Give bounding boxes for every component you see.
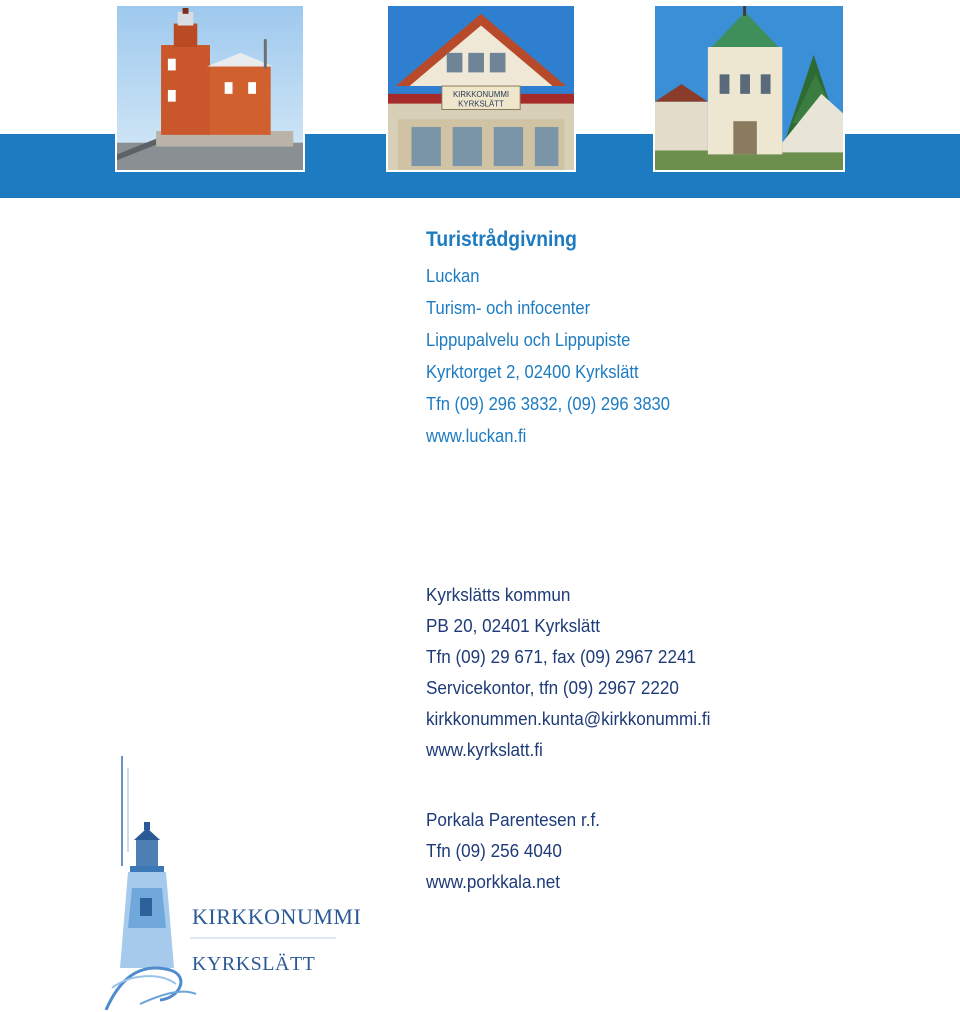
municipality-email-link[interactable]: kirkkonummen.kunta@kirkkonummi.fi	[426, 709, 711, 729]
tourist-info-line: Turism- och infocenter	[426, 298, 591, 318]
lighthouse-illustration	[117, 6, 303, 170]
porkala-website-link[interactable]: www.porkkala.net	[426, 872, 561, 892]
municipality-website-link[interactable]: www.kyrkslatt.fi	[426, 740, 543, 760]
porkala-phone: Tfn (09) 256 4040	[426, 841, 562, 861]
tourist-info-address: Kyrktorget 2, 02400 Kyrkslätt	[426, 362, 639, 382]
tourist-info-title: Turistrådgivning	[426, 228, 577, 251]
church-photo	[653, 4, 845, 172]
porkala-block	[426, 805, 600, 898]
building-illustration	[388, 6, 574, 170]
logo-text-kirkkonummi: KIRKKONUMMI	[192, 904, 362, 929]
municipality-address: PB 20, 02401 Kyrkslätt	[426, 616, 600, 636]
tourist-info-phone: Tfn (09) 296 3832, (09) 296 3830	[426, 394, 670, 414]
building-sign-line-1: KIRKKONUMMI	[452, 89, 510, 99]
luckan-building-photo	[386, 4, 576, 172]
porkala-name: Porkala Parentesen r.f.	[426, 810, 600, 830]
tourist-info-block	[426, 260, 670, 452]
municipality-block	[426, 580, 710, 766]
building-sign-line-2: KYRKSLÄTT	[458, 99, 504, 109]
tourist-info-line: Lippupalvelu och Lippupiste	[426, 330, 631, 350]
tourist-info-website-link[interactable]: www.luckan.fi	[426, 426, 527, 446]
municipality-name: Kyrkslätts kommun	[426, 585, 571, 605]
logo-text-kyrkslatt: KYRKSLÄTT	[192, 953, 316, 975]
municipality-service-phone: Servicekontor, tfn (09) 2967 2220	[426, 678, 679, 698]
municipality-phone: Tfn (09) 29 671, fax (09) 2967 2241	[426, 647, 696, 667]
tourist-info-line: Luckan	[426, 266, 480, 286]
church-illustration	[655, 6, 843, 170]
lighthouse-photo	[115, 4, 305, 172]
